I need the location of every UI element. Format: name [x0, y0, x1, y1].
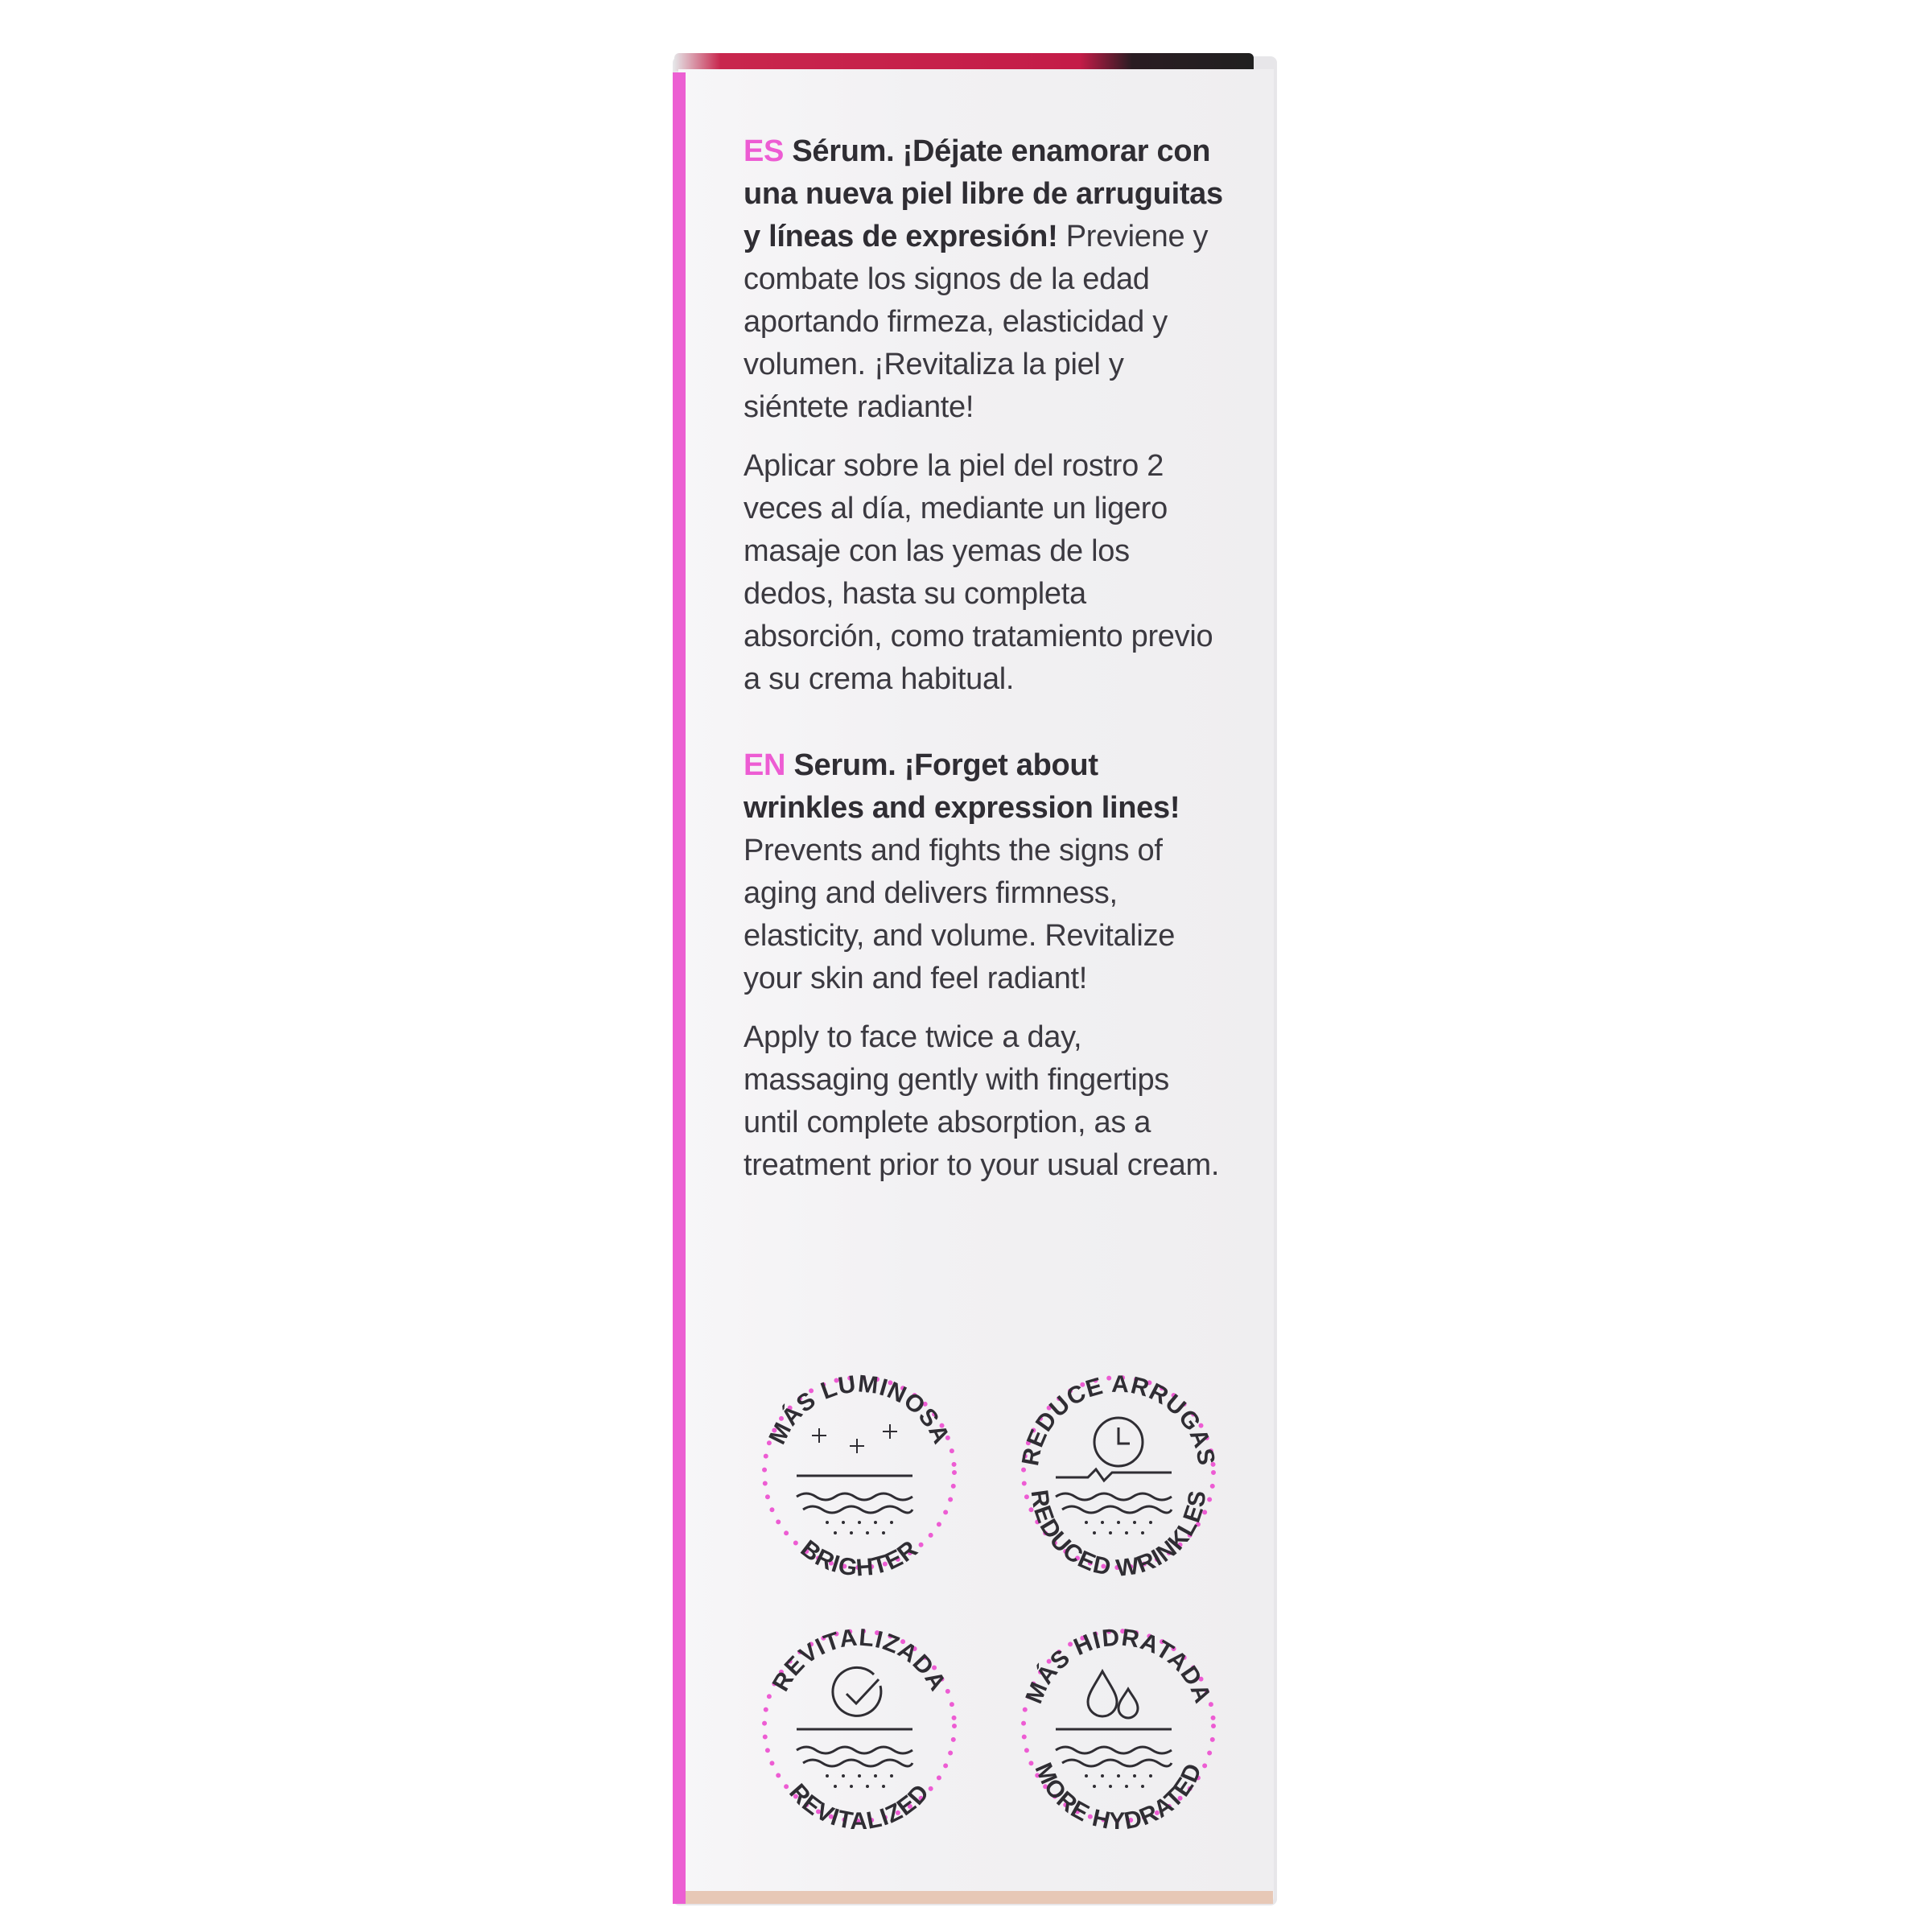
en-headline: Serum. ¡Forget about wrinkles and expression lines! — [744, 748, 1180, 825]
es-body: Previene y combate los signos de la edad aportando firmeza, elasticidad y volumen. ¡Revitaliza la piel y siéntete radiante! — [744, 220, 1209, 424]
skin-dots — [826, 1521, 893, 1534]
badge-title: REVITALIZADA — [767, 1624, 952, 1696]
skin-layers-icon — [1056, 1729, 1172, 1766]
skin-dots — [1085, 1774, 1152, 1788]
badge-reduced-wrinkles — [1014, 1368, 1223, 1582]
box-top-edge — [674, 53, 1254, 71]
skin-dots — [1085, 1521, 1152, 1534]
badge-revitalized — [755, 1621, 964, 1835]
badge-more-hydrated — [1014, 1621, 1223, 1835]
skin-dots — [826, 1774, 893, 1788]
badge-title: REDUCE ARRUGAS — [1017, 1370, 1220, 1469]
en-body: Prevents and fights the signs of aging and delivers firmness, elasticity, and volume. Revitalize your skin and feel radiant! — [744, 834, 1176, 995]
badge-subtitle: MORE HYDRATED — [1029, 1758, 1208, 1835]
skin-layers-icon — [797, 1476, 912, 1513]
es-headline: Sérum. ¡Déjate enamorar con una nueva piel libre de arruguitas y líneas de expresión! — [744, 134, 1223, 253]
en-usage: Apply to face twice a day, massaging gently with fingertips until complete absorption, as a treatment prior to your usual cream. — [744, 1020, 1220, 1182]
sparkle-icon — [812, 1424, 897, 1453]
badge-title: MÁS LUMINOSA — [764, 1370, 955, 1449]
badge-subtitle: REVITALIZED — [784, 1778, 935, 1835]
description-text — [744, 130, 1226, 1203]
en-lang-label: EN — [744, 748, 786, 782]
en-description — [744, 744, 1226, 1000]
badge-title: MÁS HIDRATADA — [1020, 1624, 1217, 1707]
check-circle-icon — [833, 1667, 881, 1716]
badge-brighter — [755, 1368, 964, 1582]
skin-layers-icon — [797, 1729, 912, 1766]
es-usage: Aplicar sobre la piel del rostro 2 veces al día, mediante un ligero masaje con las yemas de los dedos, hasta su completa absorción, como tratamiento previo a su crema habitual. — [744, 449, 1213, 696]
clock-icon — [1094, 1418, 1143, 1466]
skin-layers-icon — [1056, 1469, 1172, 1513]
es-lang-label: ES — [744, 134, 785, 168]
badge-subtitle: REDUCED WRINKLES — [1025, 1488, 1212, 1582]
badge-subtitle: BRIGHTER — [795, 1534, 924, 1582]
box-bottom-edge — [686, 1891, 1273, 1904]
drops-icon — [1088, 1671, 1138, 1718]
es-description — [744, 130, 1226, 429]
box-pink-edge — [673, 72, 686, 1904]
